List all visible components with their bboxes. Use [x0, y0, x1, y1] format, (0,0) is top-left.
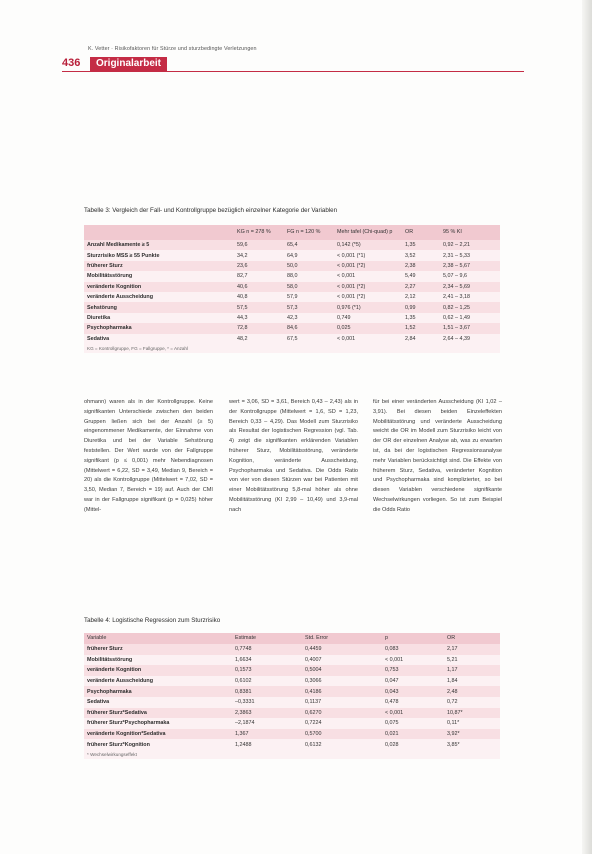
table4-row — [84, 708, 500, 719]
table4-row — [84, 729, 500, 740]
table3-row-label: veränderte Ausscheidung — [84, 292, 234, 302]
table4-row — [84, 697, 500, 708]
table4-cell: –2,1874 — [232, 718, 302, 729]
table4-cell: 0,7748 — [232, 644, 302, 655]
section-label: Originalarbeit — [90, 57, 167, 71]
table3-cell: < 0,001 (*1) — [334, 250, 402, 260]
table4-column-header: OR — [444, 633, 500, 644]
table3-column-header: 95 % KI — [440, 225, 500, 240]
table4-row — [84, 718, 500, 729]
table4-row-label: Sedativa — [84, 697, 232, 708]
table4-cell: 3,92* — [444, 729, 500, 740]
table4-cell: 0,6132 — [302, 739, 382, 750]
table3-cell: 0,62 – 1,49 — [440, 313, 500, 323]
table4-cell: 0,11* — [444, 718, 500, 729]
header-rule — [62, 71, 524, 72]
table4-column-header: Estimate — [232, 633, 302, 644]
table4-row — [84, 644, 500, 655]
table4-cell: 0,3066 — [302, 676, 382, 687]
table4-cell: 0,7224 — [302, 718, 382, 729]
table3-cell: 2,38 – 5,67 — [440, 261, 500, 271]
table3-cell: 2,12 — [402, 292, 440, 302]
table3-cell: 2,27 — [402, 282, 440, 292]
table3-row — [84, 334, 500, 344]
body-text-column-3: für bei einer veränderten Ausscheidung (KI 1,02 – 3,91). Bei diesen beiden Einzeleffekten Mobilitätsstörung und veränderte Ausscheidung weicht die OR im Modell zum Sturzrisiko leicht von der OR der einzelnen Analyse ab, was zu erwarten ist, da bei der logistischen Regressionsanalyse mehr Variablen berücksichtigt sind. Die Effekte von früherem Sturz, Sedativa, veränderter Kognition und Psychopharmaka sind komplizierter, so bei diesen Variablen verschiedene signifikante Wechselwirkungen vorliegen. So ist zum Beispiel die Odds Ratio — [373, 399, 502, 513]
page-edge-shadow — [582, 0, 592, 854]
table4-row-label: Mobilitätsstörung — [84, 655, 232, 666]
table4-row-label: früherer Sturz*Sedativa — [84, 708, 232, 719]
table3-cell: 40,6 — [234, 282, 284, 292]
table3-cell: < 0,001 — [334, 334, 402, 344]
table4-cell: 0,72 — [444, 697, 500, 708]
table3-row-label: Sturzrisiko MSS ≥ 55 Punkte — [84, 250, 234, 260]
table3-cell: 57,5 — [234, 302, 284, 312]
table4-cell: 0,5004 — [302, 665, 382, 676]
table4-cell: 0,4186 — [302, 686, 382, 697]
table3-cell: 0,749 — [334, 313, 402, 323]
table4-footnote: * Wechselwirkungseffekt — [84, 750, 500, 759]
table3-cell: 48,2 — [234, 334, 284, 344]
table3-cell: < 0,001 (*2) — [334, 282, 402, 292]
table4-row-label: veränderte Ausscheidung — [84, 676, 232, 687]
table4-cell: 0,043 — [382, 686, 444, 697]
table3-row — [84, 323, 500, 333]
table4-cell: 0,021 — [382, 729, 444, 740]
table3-cell: < 0,001 — [334, 271, 402, 281]
table3-cell: 0,82 – 1,25 — [440, 302, 500, 312]
table4-cell: 0,1137 — [302, 697, 382, 708]
table3-cell: 1,35 — [402, 240, 440, 250]
table4-cell: 0,8381 — [232, 686, 302, 697]
table3-cell: 34,2 — [234, 250, 284, 260]
table4-row-label: Psychopharmaka — [84, 686, 232, 697]
table3-cell: 1,35 — [402, 313, 440, 323]
table3-cell: 2,34 – 5,69 — [440, 282, 500, 292]
table3-row — [84, 292, 500, 302]
table3-row-label: Sehstörung — [84, 302, 234, 312]
table3-row — [84, 240, 500, 250]
table4-cell: 0,028 — [382, 739, 444, 750]
table4-row — [84, 686, 500, 697]
table4-cell: 0,083 — [382, 644, 444, 655]
table3-cell: 5,07 – 9,6 — [440, 271, 500, 281]
table3-cell: 72,8 — [234, 323, 284, 333]
table3-row-label: Diuretika — [84, 313, 234, 323]
table4-cell: –0,3331 — [232, 697, 302, 708]
table4-cell: 0,6270 — [302, 708, 382, 719]
table3-cell: 3,52 — [402, 250, 440, 260]
table4-row — [84, 676, 500, 687]
table4-cell: 2,3863 — [232, 708, 302, 719]
table4-row-label: früherer Sturz*Psychopharmaka — [84, 718, 232, 729]
table4-cell: 0,6102 — [232, 676, 302, 687]
table3-column-header: Mehr tafel (Chi-quad) p — [334, 225, 402, 240]
table4-cell: 1,367 — [232, 729, 302, 740]
table4-cell: 10,87* — [444, 708, 500, 719]
body-text-column-2: wert = 3,06, SD = 3,61, Bereich 0,43 – 2,43) als in der Kontrollgruppe (Mittelwert = 1,6, SD = 1,23, Bereich 0,33 – 4,29). Das Modell zum Sturzrisiko als Resultat der logistischen Regression (vgl. Tab. 4) zeigt die signifikanten erklärenden Variablen früherer Sturz, Mobilitätsstörung, veränderte Kognition, veränderte Ausscheidung, Psychopharmaka und Sedativa. Die Odds Ratio von vier von diesen Stürzen war bei Patienten mit einer Mobilitätsstörung 5,8-mal höher als ohne Mobilitätsstörung (KI 2,99 – 10,49) und 3,9-mal nach — [229, 399, 358, 513]
table4-column-header: Variable — [84, 633, 232, 644]
table4-cell: 0,753 — [382, 665, 444, 676]
table4-row-label: früherer Sturz — [84, 644, 232, 655]
table4-row — [84, 665, 500, 676]
table3-cell: 2,64 – 4,39 — [440, 334, 500, 344]
table3-cell: 2,84 — [402, 334, 440, 344]
table3-column-header: KG n = 278 % — [234, 225, 284, 240]
table3-row — [84, 313, 500, 323]
table4-cell: 1,2488 — [232, 739, 302, 750]
table4-cell: 3,85* — [444, 739, 500, 750]
table3-cell: 0,142 (*5) — [334, 240, 402, 250]
table4-cell: < 0,001 — [382, 708, 444, 719]
table3-row-label: früherer Sturz — [84, 261, 234, 271]
table3-row — [84, 282, 500, 292]
table3-cell: 2,38 — [402, 261, 440, 271]
table3-row-label: Mobilitätsstörung — [84, 271, 234, 281]
table3-row — [84, 250, 500, 260]
table4-cell: 2,48 — [444, 686, 500, 697]
table3-cell: 5,49 — [402, 271, 440, 281]
table4-cell: 1,6634 — [232, 655, 302, 666]
table3-row — [84, 261, 500, 271]
table3-cell: 58,0 — [284, 282, 334, 292]
table4-column-header: p — [382, 633, 444, 644]
table3-cell: 2,31 – 5,33 — [440, 250, 500, 260]
table3-cell: 23,6 — [234, 261, 284, 271]
table3-column-header: FG n = 120 % — [284, 225, 334, 240]
table3-cell: 2,41 – 3,18 — [440, 292, 500, 302]
table4-column-header: Std. Error — [302, 633, 382, 644]
table4-cell: 5,21 — [444, 655, 500, 666]
table4-header-row — [84, 633, 500, 644]
table4-row — [84, 655, 500, 666]
table3-cell: 42,3 — [284, 313, 334, 323]
table3-column-header — [84, 225, 234, 240]
table4-row-label: veränderte Kognition*Sedativa — [84, 729, 232, 740]
table3-cell: 44,3 — [234, 313, 284, 323]
table3-row-label: veränderte Kognition — [84, 282, 234, 292]
table4-cell: 0,478 — [382, 697, 444, 708]
table3-cell: 57,3 — [284, 302, 334, 312]
table4-cell: < 0,001 — [382, 655, 444, 666]
table4-cell: 0,047 — [382, 676, 444, 687]
table3-cell: 65,4 — [284, 240, 334, 250]
table3-footnote: KG = Kontrollgruppe, FG = Fallgruppe, * = Anzahl — [84, 344, 500, 353]
table4-cell: 1,84 — [444, 676, 500, 687]
table3-cell: < 0,001 (*2) — [334, 261, 402, 271]
table3-title: Tabelle 3: Vergleich der Fall- und Kontrollgruppe bezüglich einzelner Kategorie der Variablen — [84, 207, 338, 214]
table3-row-label: Psychopharmaka — [84, 323, 234, 333]
table4-cell: 1,17 — [444, 665, 500, 676]
table4-cell: 0,075 — [382, 718, 444, 729]
table3-cell: < 0,001 (*2) — [334, 292, 402, 302]
table4-cell: 0,4459 — [302, 644, 382, 655]
table3-cell: 88,0 — [284, 271, 334, 281]
table4-row — [84, 739, 500, 750]
table3-cell: 1,51 – 3,67 — [440, 323, 500, 333]
table3-row-label: Sedativa — [84, 334, 234, 344]
table3-cell: 59,6 — [234, 240, 284, 250]
table3-cell: 0,976 (*1) — [334, 302, 402, 312]
table3-cell: 40,8 — [234, 292, 284, 302]
table3-cell: 82,7 — [234, 271, 284, 281]
table3-row-label: Anzahl Medikamente ≥ 5 — [84, 240, 234, 250]
table3 — [84, 225, 500, 353]
table4-row-label: früherer Sturz*Kognition — [84, 739, 232, 750]
body-text-column-1: ohmann) waren als in der Kontrollgruppe. Keine signifikanten Unterschiede zwischen den beiden Gruppen ließen sich bei der Anzahl (≥ 5) eingenommener Medikamente, der Einnahme von Diuretika und bei der Variable Sehstörung feststellen. Der Wert wurde von der Fallgruppe signifikant (p ≤ 0,001) mehr Nebendiagnosen (Mittelwert = 6,22, SD = 3,49, Median 9, Bereich = 20) als die Kontrollgruppe (Mittelwert = 7,02, SD = 3,50, Median 7, Bereich = 19) auf. Auch der CMI war in der Fallgruppe signifikant (p = 0,025) höher (Mittel- — [84, 399, 213, 513]
table3-row — [84, 302, 500, 312]
table4-title: Tabelle 4: Logistische Regression zum Sturzrisiko — [84, 617, 221, 624]
table4-cell: 0,5700 — [302, 729, 382, 740]
running-head: K. Vetter · Risikofaktoren für Stürze und sturzbedingte Verletzungen — [88, 46, 257, 52]
page-number: 436 — [62, 57, 81, 69]
table3-cell: 84,6 — [284, 323, 334, 333]
table4-cell: 0,1573 — [232, 665, 302, 676]
table3-row — [84, 271, 500, 281]
table3-cell: 0,99 — [402, 302, 440, 312]
table4-row-label: veränderte Kognition — [84, 665, 232, 676]
table4 — [84, 633, 500, 759]
table3-header-row — [84, 225, 500, 240]
table4-cell: 2,17 — [444, 644, 500, 655]
table3-cell: 64,9 — [284, 250, 334, 260]
table4-cell: 0,4007 — [302, 655, 382, 666]
table3-column-header: OR — [402, 225, 440, 240]
table3-cell: 67,5 — [284, 334, 334, 344]
table3-cell: 0,92 – 2,21 — [440, 240, 500, 250]
table3-cell: 1,52 — [402, 323, 440, 333]
table3-cell: 57,9 — [284, 292, 334, 302]
table3-cell: 0,025 — [334, 323, 402, 333]
table3-cell: 50,0 — [284, 261, 334, 271]
